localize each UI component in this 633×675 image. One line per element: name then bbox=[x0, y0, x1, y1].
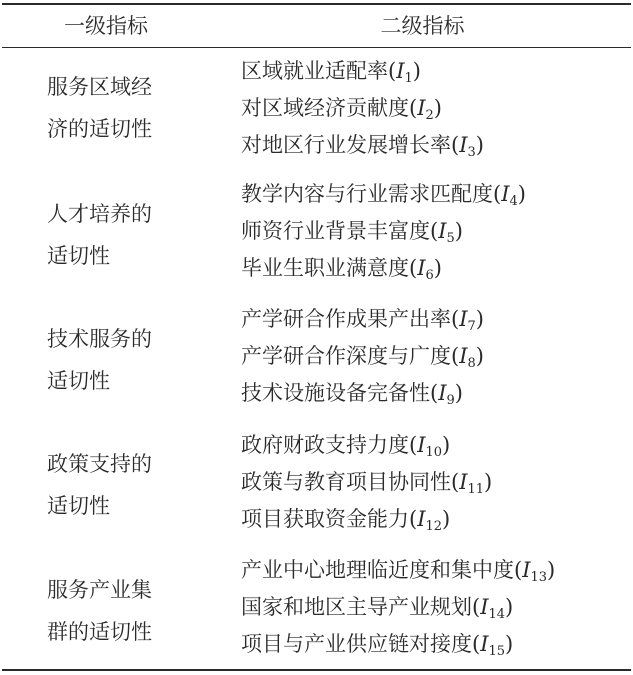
indicator-symbol bbox=[459, 470, 485, 497]
indicator-symbol-letter: I bbox=[438, 219, 447, 243]
indicator-symbol bbox=[501, 182, 518, 209]
indicator-symbol bbox=[480, 595, 506, 622]
level1-indicator bbox=[47, 193, 227, 277]
indicator-index: 9 bbox=[446, 393, 455, 408]
indicator-symbol bbox=[459, 307, 476, 334]
indicator-index: 1 bbox=[404, 71, 413, 86]
level2-indicator bbox=[241, 427, 631, 464]
indicator-label: 教学内容与行业需求匹配度 bbox=[241, 182, 493, 206]
close-paren: ) bbox=[442, 433, 451, 457]
indicator-symbol-letter: I bbox=[438, 381, 447, 405]
level2-indicator bbox=[241, 90, 631, 127]
level1-indicator-line: 适切性 bbox=[47, 244, 110, 268]
indicator-label: 产学研合作深度与广度 bbox=[241, 344, 451, 368]
open-paren: ( bbox=[430, 381, 439, 405]
close-paren: ) bbox=[433, 96, 442, 120]
indicator-index: 13 bbox=[530, 570, 548, 585]
indicator-index: 15 bbox=[488, 644, 506, 659]
indicator-symbol bbox=[417, 507, 443, 534]
close-paren: ) bbox=[454, 219, 463, 243]
level2-indicator bbox=[241, 213, 631, 250]
open-paren: ( bbox=[409, 507, 418, 531]
indicator-symbol-letter: I bbox=[522, 558, 531, 582]
indicator-index: 12 bbox=[425, 519, 443, 534]
open-paren: ( bbox=[409, 433, 418, 457]
level2-indicator bbox=[241, 53, 631, 90]
level1-indicator-line: 适切性 bbox=[47, 494, 110, 518]
indicator-label: 师资行业背景丰富度 bbox=[241, 219, 430, 243]
indicator-label: 政策与教育项目协同性 bbox=[241, 470, 451, 494]
indicator-symbol bbox=[438, 219, 455, 246]
indicator-label: 毕业生职业满意度 bbox=[241, 256, 409, 280]
open-paren: ( bbox=[472, 595, 481, 619]
level2-indicator bbox=[241, 464, 631, 501]
indicator-label: 区域就业适配率 bbox=[241, 59, 388, 83]
level1-indicator-line: 群的适切性 bbox=[47, 620, 152, 644]
level2-indicator bbox=[241, 626, 631, 663]
indicator-label: 产业中心地理临近度和集中度 bbox=[241, 558, 514, 582]
level2-indicator-list bbox=[241, 552, 631, 663]
open-paren: ( bbox=[451, 470, 460, 494]
level1-indicator-line: 人才培养的 bbox=[47, 202, 152, 226]
level2-indicator bbox=[241, 250, 631, 287]
close-paren: ) bbox=[454, 381, 463, 405]
indicator-symbol-letter: I bbox=[480, 595, 489, 619]
level1-indicator bbox=[47, 443, 227, 527]
close-paren: ) bbox=[505, 632, 514, 656]
close-paren: ) bbox=[505, 595, 514, 619]
level2-indicator-list bbox=[241, 176, 631, 287]
close-paren: ) bbox=[484, 470, 493, 494]
level1-indicator bbox=[47, 318, 227, 402]
level1-indicator-line: 济的适切性 bbox=[47, 117, 152, 141]
level2-indicator bbox=[241, 338, 631, 375]
level2-indicator-list bbox=[241, 301, 631, 412]
indicator-symbol-letter: I bbox=[459, 470, 468, 494]
close-paren: ) bbox=[475, 344, 484, 368]
open-paren: ( bbox=[388, 59, 397, 83]
table-header-rule bbox=[2, 47, 631, 48]
indicator-index: 10 bbox=[425, 445, 443, 460]
indicator-label: 国家和地区主导产业规划 bbox=[241, 595, 472, 619]
indicator-symbol bbox=[459, 133, 476, 160]
indicator-label: 产学研合作成果产出率 bbox=[241, 307, 451, 331]
indicator-index: 6 bbox=[425, 268, 434, 283]
open-paren: ( bbox=[472, 632, 481, 656]
close-paren: ) bbox=[475, 307, 484, 331]
indicator-label: 对区域经济贡献度 bbox=[241, 96, 409, 120]
indicator-label: 政府财政支持力度 bbox=[241, 433, 409, 457]
close-paren: ) bbox=[433, 256, 442, 280]
indicator-symbol bbox=[417, 256, 434, 283]
open-paren: ( bbox=[409, 256, 418, 280]
indicator-symbol-letter: I bbox=[417, 256, 426, 280]
open-paren: ( bbox=[451, 133, 460, 157]
level1-indicator bbox=[47, 569, 227, 653]
open-paren: ( bbox=[493, 182, 502, 206]
level2-indicator bbox=[241, 589, 631, 626]
close-paren: ) bbox=[442, 507, 451, 531]
header-level2: 二级指标 bbox=[380, 14, 465, 38]
indicator-symbol-letter: I bbox=[417, 507, 426, 531]
indicator-index: 5 bbox=[446, 231, 455, 246]
level2-indicator bbox=[241, 552, 631, 589]
indicator-symbol-letter: I bbox=[480, 632, 489, 656]
indicator-symbol-letter: I bbox=[417, 96, 426, 120]
indicator-index: 3 bbox=[467, 145, 476, 160]
indicator-index: 8 bbox=[467, 356, 476, 371]
indicator-index: 11 bbox=[467, 482, 485, 497]
open-paren: ( bbox=[451, 344, 460, 368]
level1-indicator-line: 服务区域经 bbox=[47, 75, 152, 99]
level1-indicator bbox=[47, 66, 227, 150]
indicator-symbol-letter: I bbox=[396, 59, 405, 83]
indicator-label: 项目获取资金能力 bbox=[241, 507, 409, 531]
table-bottom-rule bbox=[2, 669, 631, 671]
indicator-label: 项目与产业供应链对接度 bbox=[241, 632, 472, 656]
indicator-symbol bbox=[438, 381, 455, 408]
close-paren: ) bbox=[475, 133, 484, 157]
indicator-index: 14 bbox=[488, 607, 506, 622]
indicator-symbol bbox=[522, 558, 548, 585]
indicator-index: 7 bbox=[467, 319, 476, 334]
indicator-symbol-letter: I bbox=[459, 133, 468, 157]
close-paren: ) bbox=[547, 558, 556, 582]
indicator-symbol-letter: I bbox=[501, 182, 510, 206]
level2-indicator bbox=[241, 375, 631, 412]
indicator-symbol bbox=[417, 433, 443, 460]
table-top-rule bbox=[2, 3, 631, 5]
close-paren: ) bbox=[412, 59, 421, 83]
indicator-symbol bbox=[459, 344, 476, 371]
indicator-symbol bbox=[396, 59, 413, 86]
level1-indicator-line: 服务产业集 bbox=[47, 578, 152, 602]
indicator-symbol-letter: I bbox=[459, 307, 468, 331]
level1-indicator-line: 技术服务的 bbox=[47, 327, 152, 351]
header-level1: 一级指标 bbox=[64, 14, 148, 38]
level2-indicator bbox=[241, 176, 631, 213]
open-paren: ( bbox=[514, 558, 523, 582]
indicator-label: 对地区行业发展增长率 bbox=[241, 133, 451, 157]
open-paren: ( bbox=[430, 219, 439, 243]
indicator-symbol bbox=[480, 632, 506, 659]
level1-indicator-line: 适切性 bbox=[47, 369, 110, 393]
level1-indicator-line: 政策支持的 bbox=[47, 452, 152, 476]
close-paren: ) bbox=[517, 182, 526, 206]
indicator-symbol-letter: I bbox=[459, 344, 468, 368]
level2-indicator bbox=[241, 301, 631, 338]
indicator-index: 2 bbox=[425, 108, 434, 123]
open-paren: ( bbox=[451, 307, 460, 331]
level2-indicator bbox=[241, 127, 631, 164]
level2-indicator bbox=[241, 501, 631, 538]
indicator-index: 4 bbox=[509, 194, 518, 209]
indicator-label: 技术设施设备完备性 bbox=[241, 381, 430, 405]
open-paren: ( bbox=[409, 96, 418, 120]
indicator-symbol bbox=[417, 96, 434, 123]
level2-indicator-list bbox=[241, 53, 631, 164]
level2-indicator-list bbox=[241, 427, 631, 538]
indicator-symbol-letter: I bbox=[417, 433, 426, 457]
